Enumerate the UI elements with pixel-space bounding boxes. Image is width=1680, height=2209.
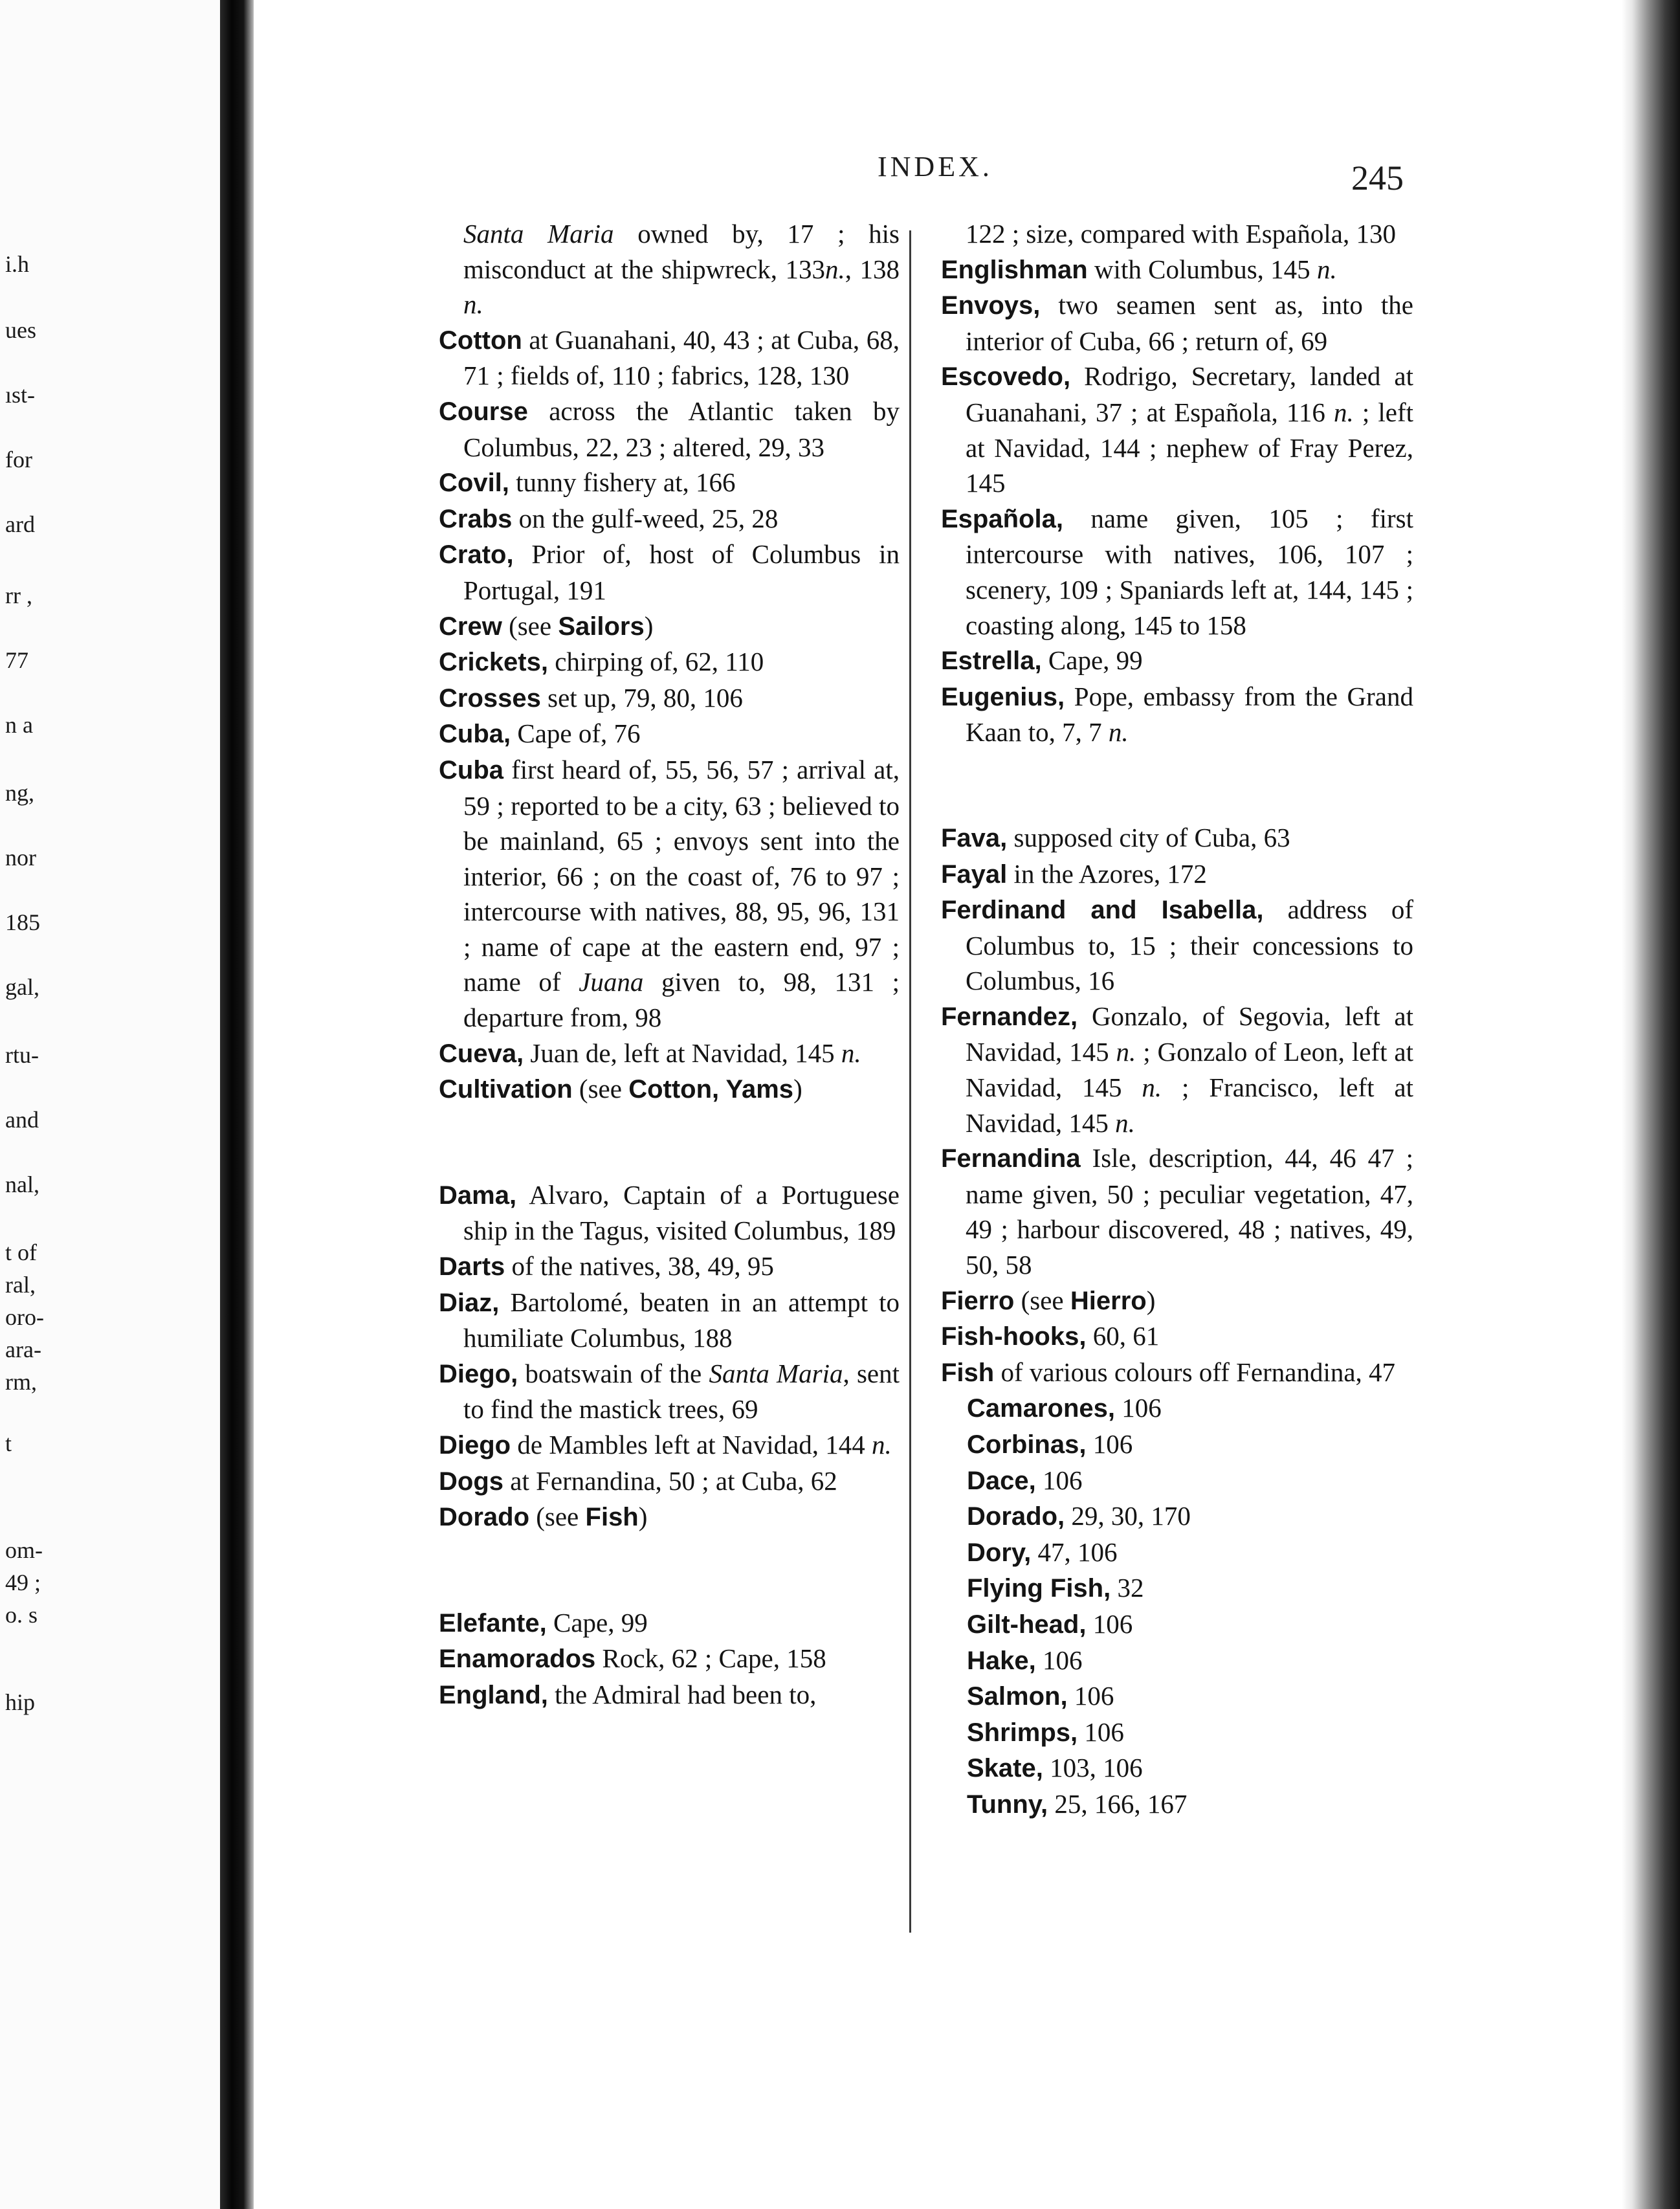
book-gutter	[220, 0, 254, 2209]
facing-page-fragment: 49 ;	[5, 1570, 41, 1595]
facing-page-fragment: i.h	[5, 251, 30, 277]
facing-page-fragment: oro-	[5, 1304, 44, 1330]
index-entry	[439, 537, 900, 608]
index-entry	[439, 1427, 900, 1463]
index-headword: Gilt-head,	[967, 1610, 1087, 1639]
index-references: 106	[1078, 1716, 1124, 1747]
index-entry	[439, 1677, 900, 1713]
facing-page-fragment: n a	[5, 712, 33, 738]
index-references: 103, 106	[1043, 1753, 1143, 1783]
index-entry	[439, 680, 900, 716]
index-headword: Covil,	[439, 469, 509, 498]
index-references: 106	[1067, 1681, 1114, 1711]
facing-page-fragment: t	[5, 1430, 12, 1456]
facing-page-fragment: o. s	[5, 1602, 38, 1628]
facing-page-fragment: ard	[5, 511, 35, 537]
index-references: at Guanahani, 40, 43 ; at Cuba, 68, 71 ; fields of, 110 ; fabrics, 128, 130	[463, 324, 900, 391]
index-entry	[439, 1177, 900, 1249]
index-headword: Cultivation	[439, 1075, 573, 1104]
facing-page-fragment: 185	[5, 909, 40, 935]
index-headword: Diego,	[439, 1359, 518, 1388]
index-references: (see Cotton, Yams)	[572, 1074, 802, 1104]
page-number: 245	[1351, 159, 1404, 197]
letter-section-gap	[941, 750, 1413, 820]
index-entry	[941, 1318, 1413, 1355]
index-subentry	[941, 1535, 1413, 1571]
index-headword: Diaz,	[439, 1288, 500, 1317]
page-edge-shadow	[1622, 0, 1680, 2209]
index-entry	[941, 820, 1413, 856]
index-subentry	[941, 1606, 1413, 1643]
letter-section-gap	[439, 1107, 900, 1177]
index-references: Gonzalo, of Segovia, left at Navidad, 145 n. ; Gonzalo of Leon, left at Navidad, 145 n. ; Francisco, left at Navidad, 145 n.	[966, 1001, 1413, 1138]
index-entry	[439, 322, 900, 394]
index-entry	[439, 465, 900, 501]
index-subentry	[941, 1715, 1413, 1751]
index-headword: Dorado,	[967, 1502, 1065, 1531]
facing-page-fragment: ara-	[5, 1337, 41, 1362]
index-headword: Hake,	[967, 1646, 1036, 1675]
facing-page-fragment: ıst-	[5, 382, 36, 408]
index-references: Cape, 99	[546, 1607, 648, 1637]
index-headword: Escovedo,	[941, 362, 1071, 392]
index-headword: Tunny,	[967, 1790, 1048, 1819]
facing-page-fragment: and	[5, 1107, 39, 1133]
index-subentry	[941, 1426, 1413, 1463]
facing-page-fragment: ues	[5, 317, 36, 343]
index-headword: Salmon,	[967, 1682, 1068, 1711]
index-entry	[439, 716, 900, 752]
index-entry	[439, 1249, 900, 1285]
index-headword: Dory,	[967, 1538, 1032, 1567]
index-references: two seamen sent as, into the interior of Cuba, 66 ; return of, 69	[966, 290, 1413, 356]
index-entry	[941, 643, 1413, 679]
index-entry	[439, 1641, 900, 1677]
index-entry	[941, 359, 1413, 500]
index-references: Cape of, 76	[511, 718, 641, 749]
facing-page-fragment: 77	[5, 647, 28, 673]
index-references: 25, 166, 167	[1048, 1788, 1188, 1819]
index-entry	[941, 287, 1413, 359]
index-entry	[439, 501, 900, 537]
index-references: 29, 30, 170	[1065, 1501, 1191, 1531]
index-subentry	[941, 1643, 1413, 1679]
index-entry	[941, 999, 1413, 1140]
index-references: address of Columbus to, 15 ; their concessions to Columbus, 16	[966, 894, 1413, 996]
index-references: Cape, 99	[1041, 645, 1143, 676]
index-references: tunny fishery at, 166	[509, 467, 736, 498]
facing-page-fragment: ral,	[5, 1272, 36, 1298]
index-subentry	[941, 1463, 1413, 1499]
index-headword: Fierro	[941, 1286, 1015, 1315]
index-column-left	[439, 216, 900, 1713]
index-references: of the natives, 38, 49, 95	[505, 1251, 774, 1282]
index-headword: Flying Fish,	[967, 1574, 1111, 1603]
index-headword: Fava,	[941, 823, 1008, 852]
index-entry	[439, 1499, 900, 1535]
index-entry	[439, 752, 900, 1036]
index-references: 106	[1035, 1465, 1083, 1495]
facing-page-fragment: rtu-	[5, 1042, 39, 1068]
index-headword: Crew	[439, 612, 502, 641]
index-references: 32	[1111, 1573, 1144, 1603]
index-headword: Cotton	[439, 326, 522, 355]
index-entry	[439, 644, 900, 680]
facing-page-fragment: nal,	[5, 1171, 39, 1197]
index-entry	[439, 1605, 900, 1641]
index-references: first heard of, 55, 56, 57 ; arrival at, 59 ; reported to be a city, 63 ; believed to be mainland, 65 ; envoys sent into the interior, 66 ; on the coast of, 76 to 97 ; intercourse with natives, 88, 95, 96, 131 ; name of cape at the eastern end, 97 ; name of Juana given to, 98, 131 ; departure from, 98	[463, 754, 900, 1033]
index-references: Isle, description, 44, 46 47 ; name given, 50 ; peculiar vegetation, 47, 49 ; harbour discovered, 48 ; natives, 49, 50, 58	[966, 1143, 1413, 1280]
facing-page-fragment: t of	[5, 1239, 37, 1265]
index-entry	[941, 892, 1413, 999]
index-headword: Fish-hooks,	[941, 1322, 1087, 1351]
index-references: Alvaro, Captain of a Portuguese ship in the Tagus, visited Columbus, 189	[463, 1179, 900, 1246]
index-headword: Fish	[941, 1358, 995, 1387]
index-entry	[941, 252, 1413, 288]
index-references: 60, 61	[1086, 1321, 1160, 1351]
index-references: set up, 79, 80, 106	[540, 682, 743, 713]
index-headword: Dogs	[439, 1467, 503, 1496]
index-headword: Corbinas,	[967, 1430, 1087, 1459]
index-references: 106	[1086, 1608, 1133, 1639]
index-subentry	[941, 1570, 1413, 1606]
index-references: Rock, 62 ; Cape, 158	[595, 1643, 826, 1674]
index-headword: Enamorados	[439, 1645, 596, 1674]
index-entry	[439, 1463, 900, 1500]
facing-page-fragment: for	[5, 447, 32, 472]
index-references: name given, 105 ; first intercourse with natives, 106, 107 ; scenery, 109 ; Spaniards left at, 144, 145 ; coasting along, 145 to 158	[966, 503, 1413, 640]
facing-page-fragment: nor	[5, 845, 36, 871]
facing-page-fragment: rr ,	[5, 583, 32, 608]
index-references: in the Azores, 172	[1007, 858, 1207, 889]
index-references: with Columbus, 145 n.	[1087, 254, 1337, 284]
index-headword: Crato,	[439, 540, 514, 570]
index-subentry	[941, 1390, 1413, 1426]
index-headword: Cuba,	[439, 720, 511, 749]
index-headword: Englishman	[941, 255, 1088, 284]
index-entry	[439, 1285, 900, 1356]
facing-page-fragment: ng,	[5, 780, 34, 806]
index-entry	[439, 394, 900, 465]
index-references: 106	[1035, 1645, 1083, 1675]
index-headword: Camarones,	[967, 1394, 1115, 1423]
facing-page-fragment: om-	[5, 1537, 43, 1563]
index-subentry	[941, 1750, 1413, 1786]
index-references: the Admiral had been to,	[547, 1679, 817, 1709]
index-headword: Dace,	[967, 1466, 1036, 1495]
index-headword: Eugenius,	[941, 682, 1065, 711]
index-headword: Dama,	[439, 1181, 517, 1210]
index-headword: Estrella,	[941, 647, 1042, 676]
index-headword: Fernandina	[941, 1144, 1081, 1173]
index-references: (see Fish)	[529, 1502, 648, 1532]
index-entry	[941, 1283, 1413, 1319]
column-divider	[909, 230, 911, 1933]
index-references: chirping of, 62, 110	[547, 647, 764, 677]
index-references: of various colours off Fernandina, 47	[994, 1357, 1396, 1387]
index-references: 106	[1086, 1429, 1133, 1459]
index-references: supposed city of Cuba, 63	[1007, 822, 1290, 852]
index-references: at Fernandina, 50 ; at Cuba, 62	[503, 1465, 837, 1496]
facing-page-fragment: rm,	[5, 1369, 37, 1395]
index-headword: Envoys,	[941, 291, 1041, 320]
index-headword: Course	[439, 397, 528, 426]
index-subentry	[941, 1786, 1413, 1823]
index-references: Bartolomé, beaten in an attempt to humiliate Columbus, 188	[463, 1287, 900, 1353]
index-references: (see Hierro)	[1014, 1285, 1156, 1315]
index-headword: Española,	[941, 504, 1063, 533]
index-headword: Ferdinand and Isabella,	[941, 896, 1264, 925]
index-references: across the Atlantic taken by Columbus, 22, 23 ; altered, 29, 33	[463, 395, 900, 462]
index-headword: Crosses	[439, 683, 541, 713]
index-entry-continuation: Santa Maria owned by, 17 ; his misconduct at the shipwreck, 133n., 138 n.	[463, 219, 900, 320]
index-subentry	[941, 1678, 1413, 1715]
index-headword: Fayal	[941, 860, 1008, 889]
index-entry	[941, 501, 1413, 643]
index-references: de Mambles left at Navidad, 144 n.	[511, 1430, 892, 1460]
index-references: Rodrigo, Secretary, landed at Guanahani, 37 ; at Española, 116 n. ; left at Navidad, 144 ; nephew of Fray Perez, 145	[966, 361, 1413, 498]
index-references: on the gulf-weed, 25, 28	[512, 503, 779, 533]
index-headword: Dorado	[439, 1503, 529, 1532]
index-headword: Darts	[439, 1252, 505, 1282]
index-column-right	[941, 216, 1413, 1823]
index-references: (see Sailors)	[502, 610, 654, 641]
index-references: 106	[1114, 1393, 1162, 1423]
index-subentry	[941, 1498, 1413, 1535]
facing-page-fragment: hip	[5, 1689, 36, 1715]
index-headword: Crickets,	[439, 648, 548, 677]
index-headword: Cuba	[439, 755, 503, 784]
index-headword: England,	[439, 1680, 548, 1709]
index-headword: Elefante,	[439, 1608, 547, 1637]
index-references: boatswain of the Santa Maria, sent to find the mastick trees, 69	[463, 1358, 900, 1425]
index-headword: Skate,	[967, 1754, 1043, 1783]
index-entry	[941, 856, 1413, 893]
index-entry	[439, 1071, 900, 1107]
index-references: Juan de, left at Navidad, 145 n.	[524, 1038, 861, 1068]
index-headword: Diego	[439, 1431, 511, 1460]
facing-page-fragment: gal,	[5, 974, 39, 1000]
index-entry	[439, 1356, 900, 1427]
index-headword: Crabs	[439, 504, 513, 533]
index-references: Prior of, host of Columbus in Portugal, 191	[463, 539, 900, 605]
index-references: 47, 106	[1031, 1537, 1118, 1567]
index-references: Pope, embassy from the Grand Kaan to, 7, 7 n.	[966, 681, 1413, 748]
running-head: INDEX.	[878, 151, 993, 183]
index-entry	[439, 608, 900, 645]
index-headword: Shrimps,	[967, 1718, 1078, 1747]
index-entry	[941, 1140, 1413, 1282]
letter-section-gap	[439, 1535, 900, 1605]
index-entry-continuation: 122 ; size, compared with Española, 130	[966, 219, 1396, 249]
index-entry	[439, 1036, 900, 1072]
index-entry	[941, 679, 1413, 750]
index-entry	[941, 1355, 1413, 1391]
index-headword: Fernandez,	[941, 1002, 1078, 1031]
facing-page-edge	[0, 0, 227, 2209]
index-headword: Cueva,	[439, 1039, 524, 1068]
